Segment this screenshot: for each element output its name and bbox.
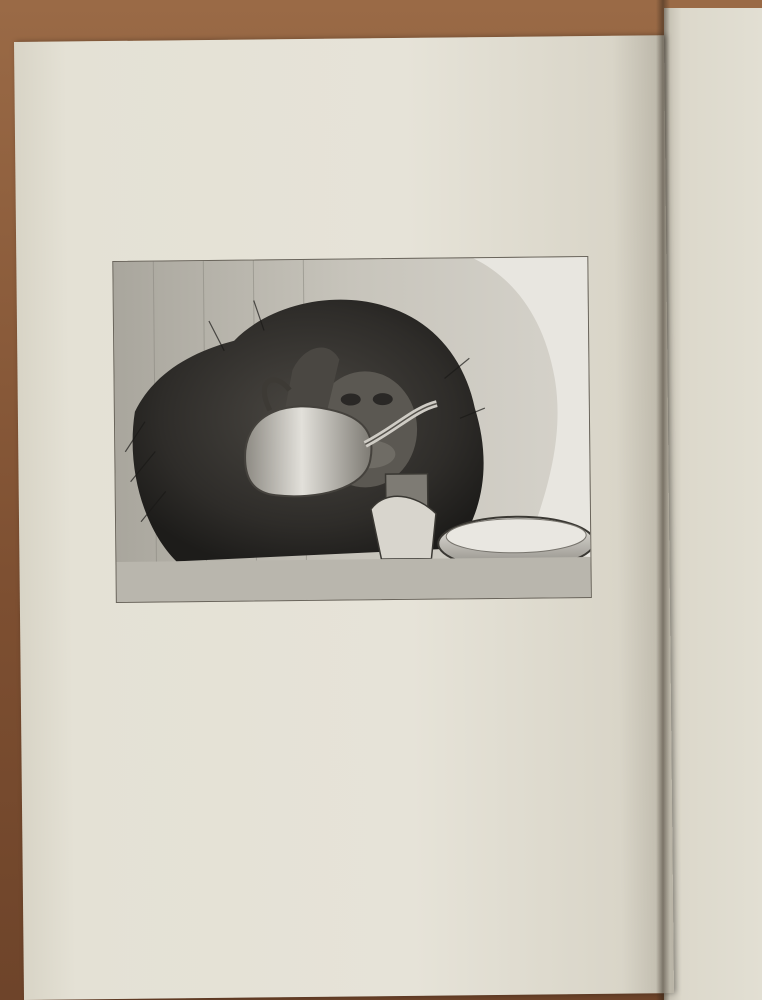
bottom-text (95, 671, 643, 677)
top-paragraph (88, 81, 636, 87)
figure-caption (170, 620, 590, 624)
book-gutter (656, 0, 670, 1000)
orangutan-pouring-coffee-image (113, 257, 591, 602)
orangutan-photo (112, 256, 592, 603)
left-page (14, 35, 674, 1000)
right-page (664, 8, 762, 1000)
